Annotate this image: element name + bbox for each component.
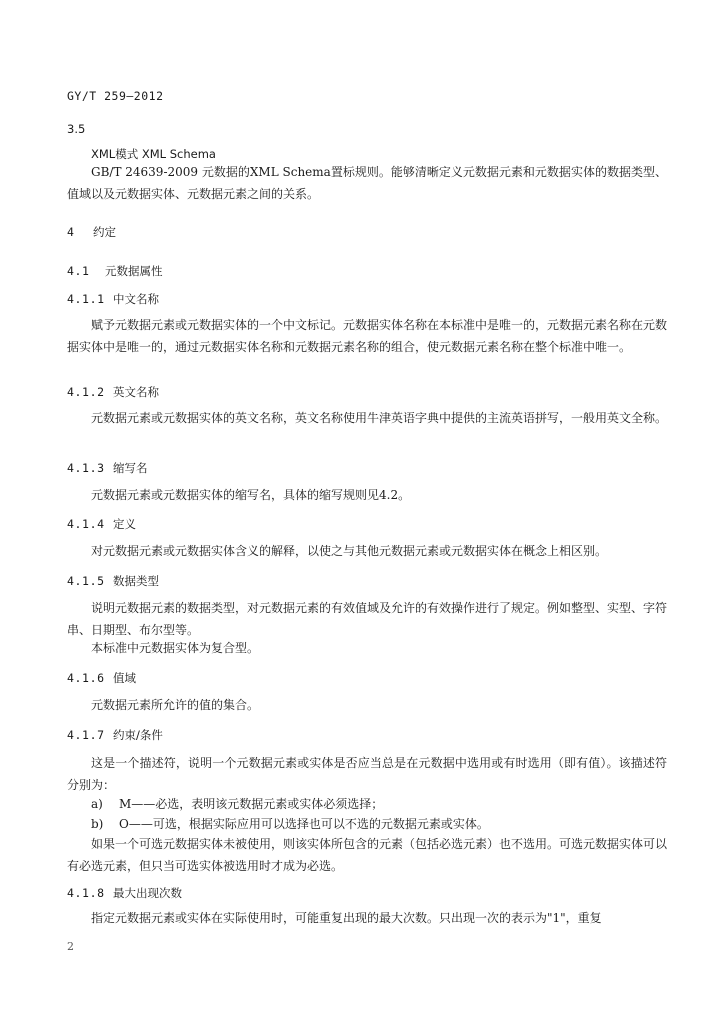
page-number: 2 bbox=[67, 940, 74, 953]
clause-4-1-1-heading bbox=[67, 291, 667, 307]
clause-4-1-6-body: 元数据元素所允许的值的集合。 bbox=[91, 698, 260, 712]
clause-number: 4.1.5 bbox=[67, 574, 105, 588]
clause-4-1-3-heading bbox=[67, 460, 667, 476]
clause-4-1-5-note: 本标准中元数据实体为复合型。 bbox=[91, 641, 260, 655]
clause-4-1-8-heading bbox=[67, 885, 667, 901]
clause-number: 4.1.6 bbox=[67, 671, 105, 685]
clause-title: 缩写名 bbox=[113, 461, 148, 475]
clause-title: 值域 bbox=[113, 671, 136, 685]
clause-4-1-8-body: 指定元数据元素或实体在实际使用时，可能重复出现的最大次数。只出现一次的表示为"1"，重复 bbox=[91, 911, 602, 925]
list-item-a bbox=[67, 793, 691, 815]
clause-4-1-2-heading bbox=[67, 384, 667, 400]
clause-4-1-2-body: 元数据元素或元数据实体的英文名称，英文名称使用牛津英语字典中提供的主流英语拼写，一般用英文全称。 bbox=[91, 411, 668, 425]
clause-4-1-5-body: 说明元数据元素的数据类型，对元数据元素的有效值域及允许的有效操作进行了规定。例如整型、实型、字符串、日期型、布尔型等。 bbox=[67, 601, 668, 637]
clause-title: 约定 bbox=[93, 225, 116, 239]
standard-code-header: GY/T 259—2012 bbox=[67, 89, 164, 103]
list-item-text: M——必选，表明该元数据元素或实体必须选择； bbox=[119, 797, 384, 811]
clause-number: 4.1 bbox=[67, 264, 90, 278]
clause-4-1-heading bbox=[67, 263, 667, 279]
clause-number: 4.1.1 bbox=[67, 292, 105, 306]
list-item-label: a) bbox=[91, 797, 103, 811]
clause-title: 约束/条件 bbox=[113, 728, 163, 742]
clause-number: 4.1.4 bbox=[67, 517, 105, 531]
clause-4-heading bbox=[67, 224, 667, 240]
clause-4-1-7-body: 这是一个描述符，说明一个元数据元素或实体是否应当总是在元数据中选用或有时选用（即有值）。该描述符分别为： bbox=[67, 756, 667, 792]
clause-number: 4.1.2 bbox=[67, 385, 105, 399]
clause-4-1-1-body: 赋予元数据元素或元数据实体的一个中文标记。元数据实体名称在本标准中是唯一的，元数据元素名称在元数据实体中是唯一的，通过元数据实体名称和元数据元素名称的组合，使元数据元素名称在整个标准中唯一。 bbox=[67, 318, 668, 354]
clause-title: 中文名称 bbox=[113, 292, 159, 306]
clause-4-1-7-heading bbox=[67, 727, 667, 743]
clause-number: 4 bbox=[67, 225, 75, 239]
clause-title: 英文名称 bbox=[113, 385, 159, 399]
clause-3-5-definition: GB/T 24639-2009 元数据的XML Schema置标规则。能够清晰定义元数据元素和元数据实体的数据类型、值域以及元数据实体、元数据元素之间的关系。 bbox=[67, 165, 667, 201]
clause-title: 定义 bbox=[113, 517, 136, 531]
clause-3-5-term: XML模式 XML Schema bbox=[91, 147, 216, 161]
clause-4-1-4-heading bbox=[67, 516, 667, 532]
clause-3-5-number: 3.5 bbox=[67, 122, 86, 136]
clause-title: 最大出现次数 bbox=[113, 886, 182, 900]
clause-number: 4.1.3 bbox=[67, 461, 105, 475]
clause-4-1-3-body: 元数据元素或元数据实体的缩写名，具体的缩写规则见4.2。 bbox=[91, 488, 411, 502]
list-item-label: b) bbox=[91, 817, 104, 831]
clause-4-1-7-note: 如果一个可选元数据实体未被使用，则该实体所包含的元素（包括必选元素）也不选用。可选元数据实体可以有必选元素，但只当可选实体被选用时才成为必选。 bbox=[67, 837, 668, 873]
clause-title: 元数据属性 bbox=[105, 264, 163, 278]
clause-number: 4.1.8 bbox=[67, 886, 105, 900]
list-item-text: O——可选，根据实际应用可以选择也可以不选的元数据元素或实体。 bbox=[119, 817, 489, 831]
clause-number: 4.1.7 bbox=[67, 728, 105, 742]
clause-4-1-6-heading bbox=[67, 670, 667, 686]
clause-title: 数据类型 bbox=[113, 574, 159, 588]
clause-4-1-4-body: 对元数据元素或元数据实体含义的解释，以使之与其他元数据元素或元数据实体在概念上相区别。 bbox=[91, 544, 608, 558]
clause-4-1-5-heading bbox=[67, 573, 667, 589]
list-item-b bbox=[67, 813, 691, 835]
